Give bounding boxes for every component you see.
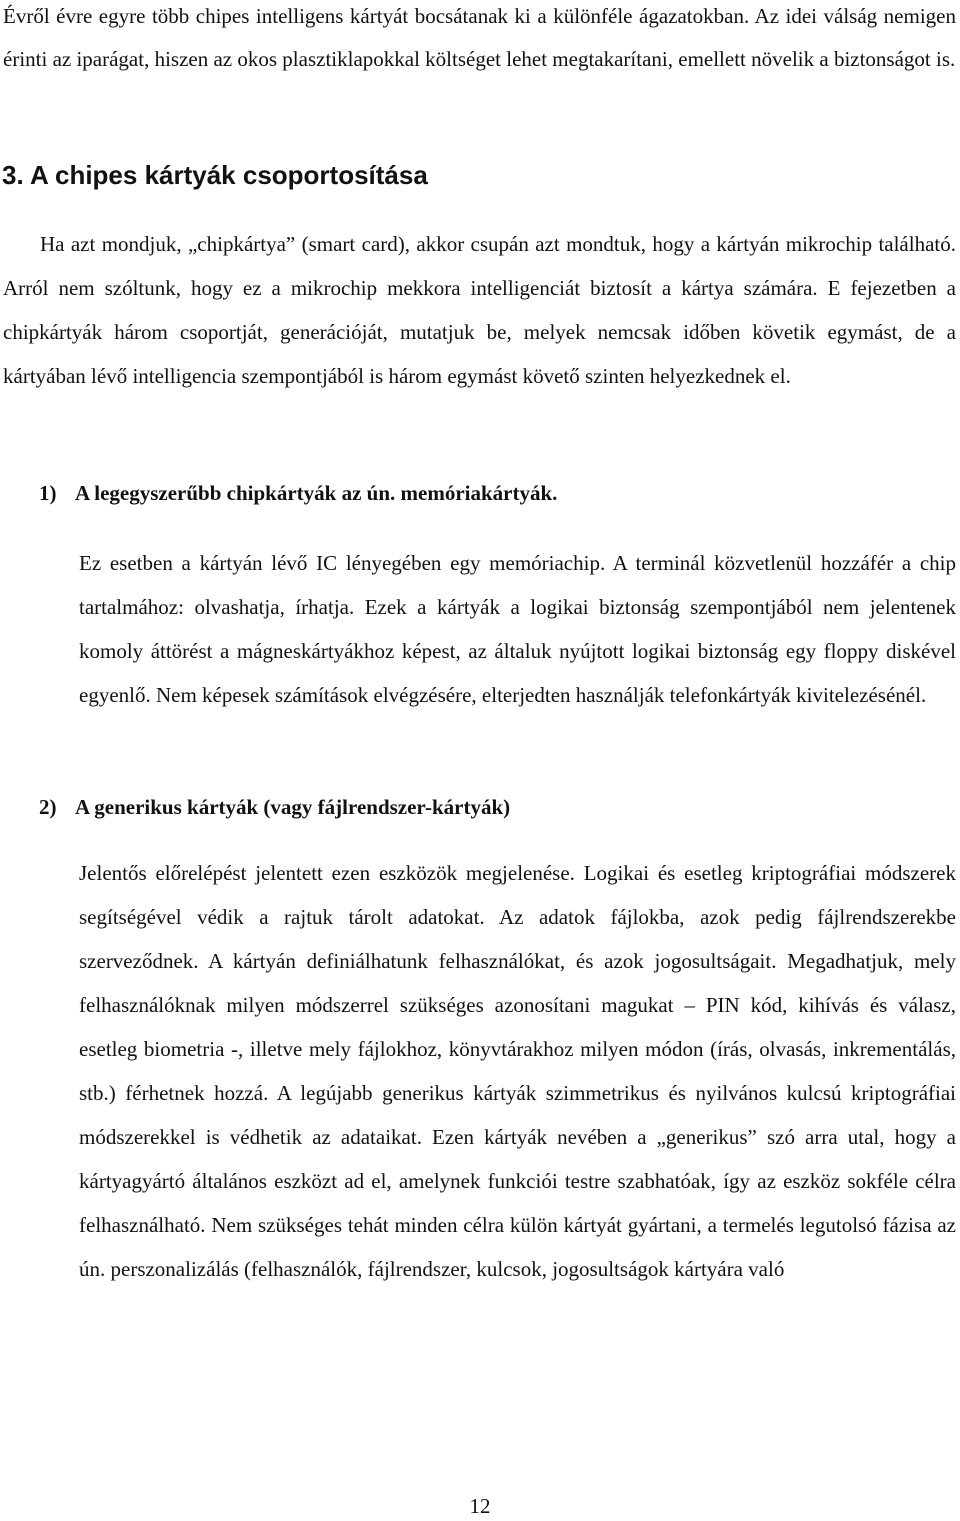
subheading-generic-cards: [39, 792, 510, 822]
memory-cards-paragraph: Ez esetben a kártyán lévő IC lényegében egy memóriachip. A terminál közvetlenül hozzáfér a chip tartalmához: olvashatja, írhatja. Ezek a kártyák a logikai biztonság szempontjából nem jelentenek komoly áttörést a mágneskártyákhoz képest, az általuk nyújtott logikai biztonság egy floppy diskével egyenlő. Nem képesek számítások elvégzésére, elterjedten használják telefonkártyák kivitelezésénél.: [79, 551, 956, 707]
subheading-text: A generikus kártyák (vagy fájlrendszer-kártyák): [75, 795, 511, 819]
subheading-number: 2): [39, 795, 57, 819]
opening-paragraph: Évről évre egyre több chipes intelligens kártyát bocsátanak ki a különféle ágazatokban. Az idei válság nemigen érinti az iparágat, hiszen az okos plasztiklapokkal költséget lehet megtakarítani, emellett növelik a biztonságot is.: [3, 4, 956, 71]
section-heading: 3. A chipes kártyák csoportosítása: [2, 160, 428, 190]
generic-cards-paragraph: Jelentős előrelépést jelentett ezen eszközök megjelenése. Logikai és esetleg kriptográfiai módszerek segítségével védik a rajtuk tárolt adatokat. Az adatok fájlokba, azok pedig fájlrendszerekbe szerveződnek. A kártyán definiálhatunk felhasználókat, és azok jogosultságait. Megadhatjuk, mely felhasználóknak milyen módszerrel szükséges azonosítani magukat – PIN kód, kihívás és válasz, esetleg biometria -, illetve mely fájlokhoz, könyvtárakhoz milyen módon (írás, olvasás, inkrementálás, stb.) férhetnek hozzá. A legújabb generikus kártyák szimmetrikus és nyilvános kulcsú kriptográfiai módszerekkel is védhetik az adataikat. Ezen kártyák nevében a „generikus” szó arra utal, hogy a kártyagyártó általános eszközt ad el, amelynek funkciói testre szabhatóak, így az eszköz sokféle célra felhasználható. Nem szükséges tehát minden célra külön kártyát gyártani, a termelés legutolsó fázisa az ún. perszonalizálás (felhasználók, fájlrendszer, kulcsok, jogosultságok kártyára való: [79, 861, 956, 1281]
intro-paragraph: Ha azt mondjuk, „chipkártya” (smart card), akkor csupán azt mondtuk, hogy a kártyán mikrochip található. Arról nem szóltunk, hogy ez a mikrochip mekkora intelligenciát biztosít a kártya számára. E fejezetben a chipkártyák három csoportját, generációját, mutatjuk be, melyek nemcsak időben követik egymást, de a kártyában lévő intelligencia szempontjából is három egymást követő szinten helyezkednek el.: [3, 232, 956, 388]
page-number: 12: [469, 1494, 491, 1518]
subheading-memory-cards: [39, 478, 557, 508]
subheading-number: 1): [39, 481, 57, 505]
subheading-text: A legegyszerűbb chipkártyák az ún. memóriakártyák.: [75, 481, 558, 505]
